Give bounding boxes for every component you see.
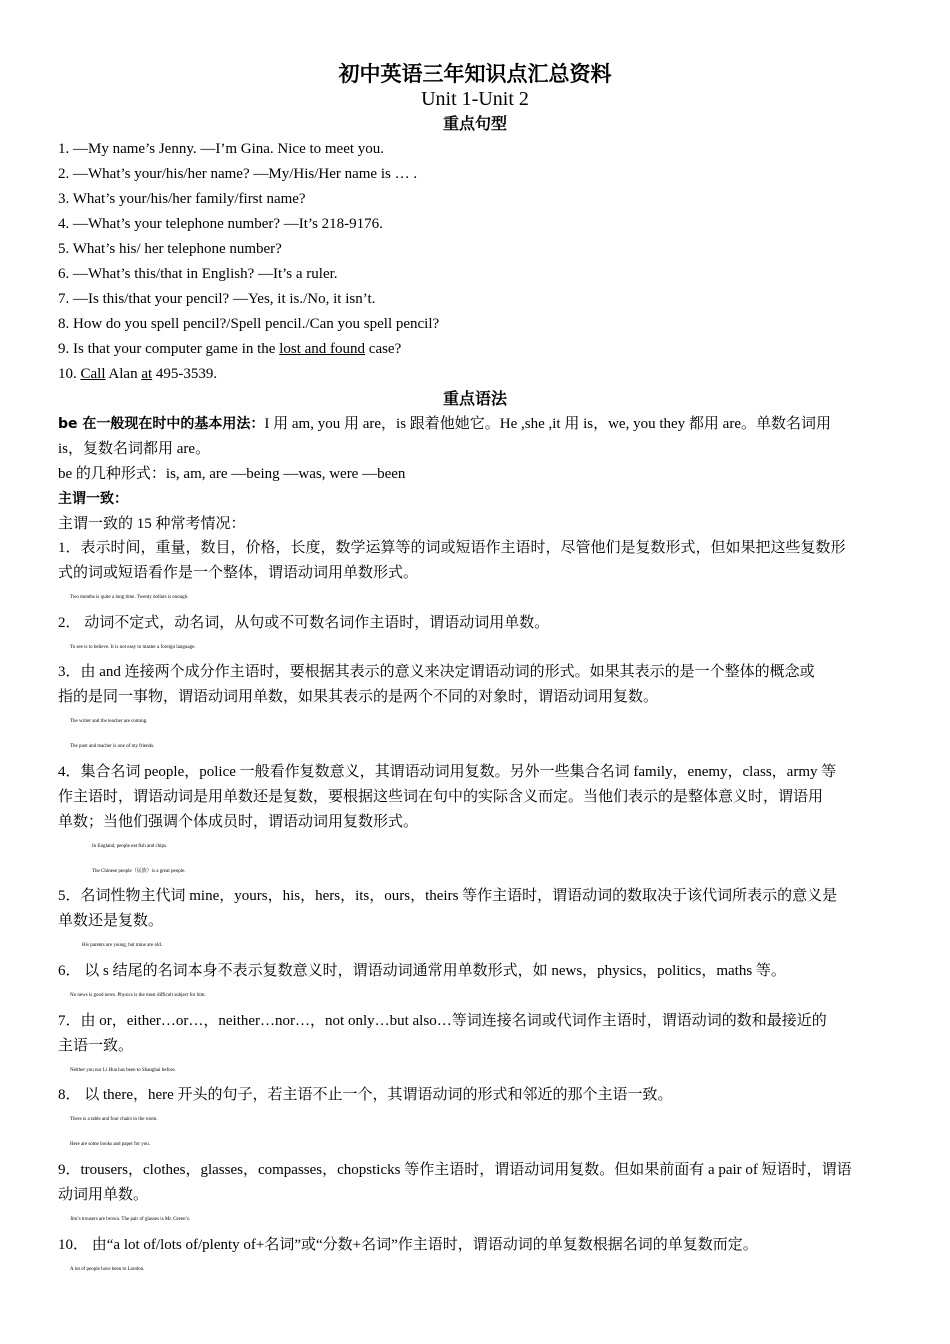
underlined-phrase: lost and found	[279, 341, 366, 357]
sentence-line: 5. What’s his/ her telephone number?	[58, 241, 282, 257]
sentence-line	[58, 339, 898, 359]
agreement-label: 主谓一致：	[58, 491, 128, 507]
rule-line: 10． 由“a lot of/lots of/plenty of+名词”或“分数+名词”作主语时，谓语动词的单复数根据名词的单复数而定。	[58, 1237, 758, 1253]
rule-line: 主语一致。	[58, 1038, 134, 1054]
example-line: The Chinese people（民族）is a great people.	[92, 869, 186, 874]
example-line: No news is good news. Physics is the most difficult subject for him.	[70, 993, 206, 998]
underlined-word: at	[141, 366, 153, 382]
example-line: Neither you nor Li Hua has been to Shanghai before.	[70, 1068, 176, 1073]
section-heading-grammar: 重点语法	[442, 389, 507, 408]
rule-line: 7．由 or，either…or…，neither…nor…，not only…but also…等词连接名词或代词作主语时，谓语动词的数和最接近的	[58, 1013, 827, 1029]
rule-line: 4．集合名词 people，police 一般看作复数意义，其谓语动词用复数。另外一些集合名词 family，enemy，class，army 等	[58, 764, 837, 780]
example-line: Jim’s trousers are brown. The pair of glasses is Mr. Green’s.	[70, 1217, 191, 1222]
rule-line: 单数；当他们强调个体成员时，谓语动词用复数形式。	[58, 814, 419, 830]
rule-line: 8． 以 there，here 开头的句子，若主语不止一个，其谓语动词的形式和邻近的那个主语一致。	[58, 1087, 673, 1103]
sentence-line: 6. —What’s this/that in English? —It’s a ruler.	[58, 266, 338, 282]
example-line: His parents are young, but mine are old.	[82, 943, 163, 948]
sentence-text: 9. Is that your computer game in the	[58, 341, 280, 357]
be-usage-label: be 在一般现在时中的基本用法：	[58, 416, 265, 432]
rule-line: 6． 以 s 结尾的名词本身不表示复数意义时，谓语动词通常用单数形式，如 news，physics，politics，maths 等。	[58, 963, 786, 979]
example-line: To see is to believe. It is not easy to master a foreign language.	[70, 645, 196, 650]
rule-line: 1．表示时间，重量，数目，价格，长度，数学运算等的词或短语作主语时，尽管他们是复数形式，但如果把这些复数形	[58, 540, 846, 556]
sentence-line: 2. —What’s your/his/her name? —My/His/Her name is … .	[58, 166, 418, 182]
be-usage-line	[58, 414, 898, 434]
sentence-line: 1. —My name’s Jenny. —I’m Gina. Nice to meet you.	[58, 141, 385, 157]
page-title: 初中英语三年知识点汇总资料	[338, 62, 612, 86]
sentence-text: 495-3539.	[152, 366, 218, 382]
example-line: Two months is quite a long time. Twenty dollars is enough.	[70, 595, 189, 600]
rule-line: 单数还是复数。	[58, 913, 164, 929]
rule-line: 3．由 and 连接两个成分作主语时，要根据其表示的意义来决定谓语动词的形式。如果其表示的是一个整体的概念或	[58, 664, 815, 680]
rule-line: 5．名词性物主代词 mine，yours，his，hers，its，ours，theirs 等作主语时，谓语动词的数取决于该代词所表示的意义是	[58, 888, 838, 904]
sentence-text: 10.	[58, 366, 81, 382]
sentence-text: case?	[365, 341, 402, 357]
rule-line: 2． 动词不定式，动名词，从句或不可数名词作主语时，谓语动词用单数。	[58, 615, 550, 631]
example-line: The poet and teacher is one of my friends.	[70, 744, 155, 749]
be-usage-text: I 用 am, you 用 are，is 跟着他她它。He ,she ,it 用 is，we, you they 都用 are。单数名词用	[264, 416, 831, 432]
rule-line: 式的词或短语看作是一个整体，谓语动词用单数形式。	[58, 565, 419, 581]
agreement-intro: 主谓一致的 15 种常考情况：	[58, 516, 246, 532]
example-line: A lot of people have been to London.	[70, 1267, 145, 1272]
page-subtitle: Unit 1-Unit 2	[421, 88, 529, 110]
rule-line: 作主语时，谓语动词是用单数还是复数，要根据这些词在句中的实际含义而定。当他们表示的是整体意义时，谓语用	[58, 789, 824, 805]
sentence-line	[58, 364, 898, 384]
sentence-line: 3. What’s your/his/her family/first name?	[58, 191, 306, 207]
sentence-line: 4. —What’s your telephone number? —It’s 218-9176.	[58, 216, 383, 232]
rule-line: 动词用单数。	[58, 1187, 149, 1203]
be-forms-line: be 的几种形式：is, am, are —being —was, were —been	[58, 466, 406, 482]
example-line: In England, people eat fish and chips.	[92, 844, 168, 849]
example-line: The writer and the teacher are coming.	[70, 719, 148, 724]
section-heading-sentences: 重点句型	[442, 114, 507, 133]
rule-line: 指的是同一事物，谓语动词用单数，如果其表示的是两个不同的对象时，谓语动词用复数。	[58, 689, 659, 705]
example-line: Here are some books and paper for you.	[70, 1142, 150, 1147]
sentence-line: 7. —Is this/that your pencil? —Yes, it is./No, it isn’t.	[58, 291, 376, 307]
rule-line: 9．trousers，clothes，glasses，compasses，chopsticks 等作主语时，谓语动词用复数。但如果前面有 a pair of 短语时，谓语	[58, 1162, 852, 1178]
underlined-word: Call	[80, 366, 106, 382]
sentence-line: 8. How do you spell pencil?/Spell pencil./Can you spell pencil?	[58, 316, 440, 332]
example-line: There is a table and four chairs in the room.	[70, 1117, 158, 1122]
be-usage-line: is，复数名词都用 are。	[58, 441, 211, 457]
sentence-text: Alan	[105, 366, 142, 382]
